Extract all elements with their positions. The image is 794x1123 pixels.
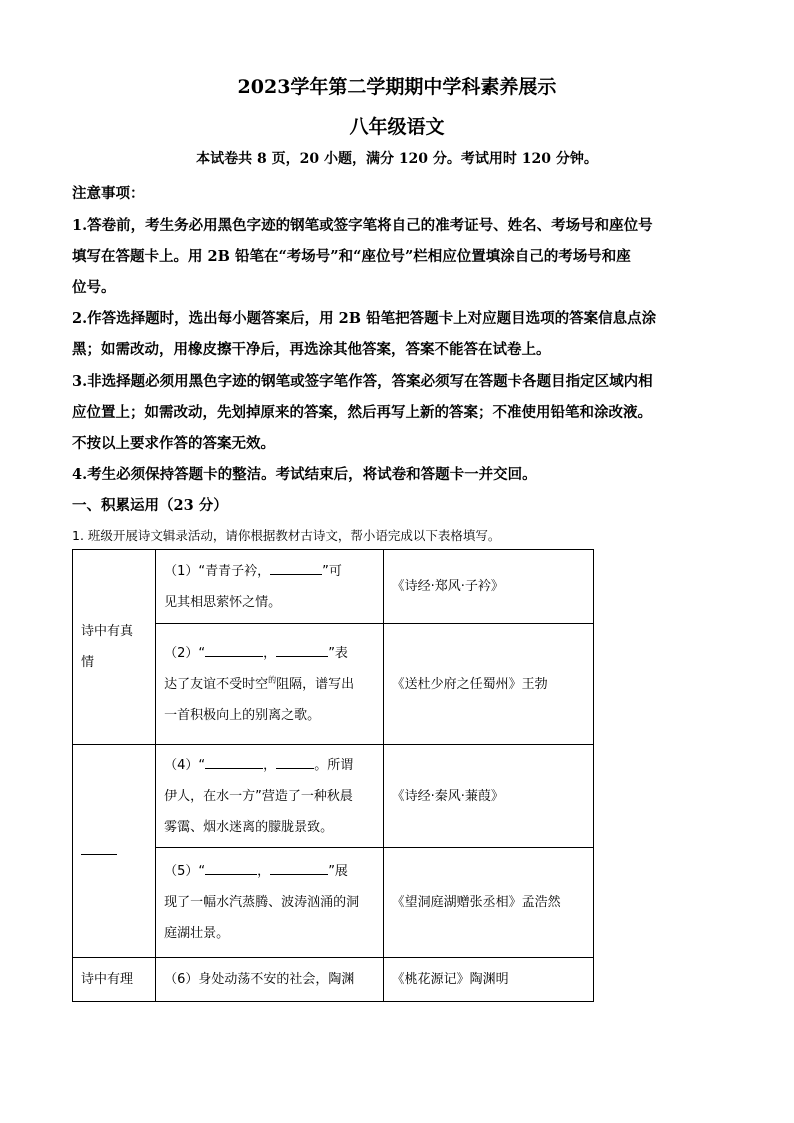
content-text: 庭湖壮景。 (164, 926, 230, 941)
content-cell (156, 550, 383, 624)
content-text: ”展 (328, 864, 348, 879)
answer-blank[interactable] (205, 642, 263, 657)
content-cell: （6）身处动荡不安的社会，陶渊 (156, 958, 383, 1002)
source-cell: 《望洞庭湖赠张丞相》孟浩然 (383, 848, 593, 958)
category-cell (73, 550, 156, 745)
category-label: 情 (81, 655, 95, 670)
content-text: （1）“青青子衿， (164, 563, 271, 579)
content-text: 达了友谊不受时空 (164, 676, 269, 692)
content-text: ”表 (328, 645, 348, 661)
question-1-prompt: 1. 班级开展诗文辑录活动，请你根据教材古诗文，帮小语完成以下表格填写。 (72, 528, 501, 543)
content-text: 见其相思萦怀之情。 (164, 594, 282, 610)
content-text: 的 (268, 675, 277, 685)
source-cell: 《诗经·秦风·蒹葭》 (383, 745, 593, 848)
category-cell (73, 745, 156, 958)
content-text: ， (263, 757, 277, 773)
notice-line: 应位置上；如需改动，先划掉原来的答案，然后再写上新的答案；不准使用铅笔和涂改液。 (72, 404, 652, 421)
content-text: ”可 (322, 563, 342, 579)
content-cell (156, 848, 383, 958)
answer-blank[interactable] (276, 754, 314, 769)
section-heading: 一、积累运用（23 分） (72, 497, 228, 514)
content-text: （4）“ (164, 757, 206, 773)
notice-line: 黑；如需改动，用橡皮擦干净后，再选涂其他答案，答案不能答在试卷上。 (72, 341, 551, 358)
content-text: （5）“ (164, 864, 206, 879)
answer-blank[interactable] (205, 754, 263, 769)
notice-line: 4.考生必须保持答题卡的整洁。考试结束后，将试卷和答题卡一并交回。 (72, 466, 537, 483)
content-text: （2）“ (164, 645, 206, 661)
content-text: 雾霭、烟水迷离的朦胧景致。 (164, 819, 334, 835)
table-row (73, 745, 594, 848)
source-cell: 《诗经·郑风·子衿》 (383, 550, 593, 624)
table-row (73, 958, 594, 1002)
answer-blank[interactable] (276, 642, 328, 657)
source-cell: 《桃花源记》陶渊明 (383, 958, 593, 1002)
content-cell (156, 745, 383, 848)
content-text: 一首积极向上的别离之歌。 (164, 707, 321, 723)
content-text: ， (257, 864, 271, 879)
answer-blank[interactable] (270, 860, 328, 875)
notice-line: 填写在答题卡上。用 2B 铅笔在“考场号”和“座位号”栏相应位置填涂自己的考场号和座 (72, 248, 631, 265)
content-text: 现了一幅水汽蒸腾、波涛汹涌的洞 (164, 895, 360, 910)
notice-heading: 注意事项： (72, 185, 145, 202)
content-text: 。所谓 (314, 757, 354, 773)
content-text: 伊人，在水一方”营造了一种秋晨 (164, 788, 353, 804)
category-blank[interactable] (81, 840, 117, 855)
source-cell: 《送杜少府之任蜀州》王勃 (383, 624, 593, 745)
exam-info: 本试卷共 8 页，20 小题，满分 120 分。考试用时 120 分钟。 (196, 151, 598, 167)
content-text: 阻隔，谱写出 (276, 676, 355, 692)
category-cell: 诗中有理 (73, 958, 156, 1002)
answer-blank[interactable] (270, 560, 322, 575)
notice-line: 不按以上要求作答的答案无效。 (72, 435, 275, 452)
content-text: ， (263, 645, 277, 661)
poem-table (72, 549, 594, 1002)
answer-blank[interactable] (205, 860, 257, 875)
notice-line: 2.作答选择题时，选出每小题答案后，用 2B 铅笔把答题卡上对应题目选项的答案信息点涂 (72, 310, 657, 327)
category-label: 诗中有真 (81, 624, 134, 639)
exam-title: 2023学年第二学期期中学科素养展示 (237, 76, 557, 98)
notice-line: 3.非选择题必须用黑色字迹的钢笔或签字笔作答，答案必须写在答题卡各题目指定区域内相 (72, 373, 653, 390)
notice-line: 位号。 (72, 279, 116, 296)
table-row (73, 550, 594, 624)
notice-line: 1.答卷前，考生务必用黑色字迹的钢笔或签字笔将自己的准考证号、姓名、考场号和座位号 (72, 217, 653, 234)
content-cell (156, 624, 383, 745)
exam-subtitle: 八年级语文 (349, 116, 445, 138)
